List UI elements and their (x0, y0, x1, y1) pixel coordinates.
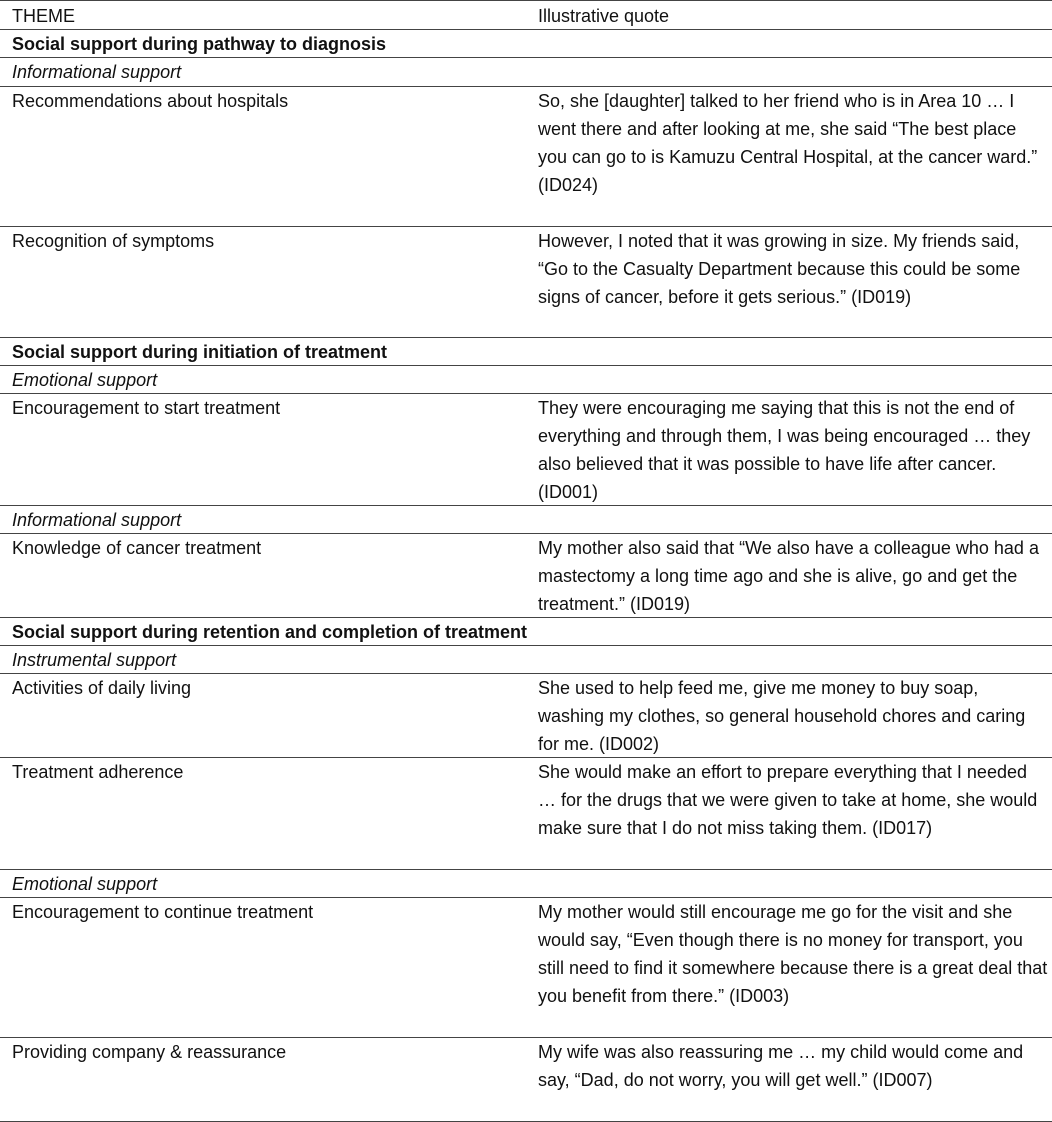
theme-cell: Treatment adherence (12, 762, 184, 782)
section-title: Social support during retention and completion of treatment (12, 622, 528, 642)
quote-cell: So, she [daughter] talked to her friend who is in Area 10 … I went there and after looking at me, she said “The best place you can go to is Kamuzu Central Hospital, at the cancer ward.” (ID024) (538, 91, 1038, 195)
quote-cell: My mother also said that “We also have a colleague who had a mastectomy a long time ago and she is alive, go and get the treatment.” (ID019) (538, 538, 1039, 614)
table-row (0, 86, 1052, 226)
theme-cell: Recognition of symptoms (12, 231, 215, 251)
section-heading (0, 30, 1052, 58)
subgroup-label: Informational support (12, 62, 182, 82)
subgroup-label: Emotional support (12, 874, 158, 894)
quote-cell: They were encouraging me saying that this is not the end of everything and through them, I was being encouraged … they also believed that it was possible to have life after cancer. (ID001) (538, 398, 1031, 502)
theme-cell: Activities of daily living (12, 678, 192, 698)
theme-cell: Recommendations about hospitals (12, 91, 289, 111)
theme-cell: Encouragement to continue treatment (12, 902, 314, 922)
table-header (0, 0, 1052, 30)
section-title: Social support during pathway to diagnosis (12, 34, 387, 54)
table-row (0, 394, 1052, 506)
subgroup-heading (0, 58, 1052, 86)
quote-cell: My mother would still encourage me go for the visit and she would say, “Even though there is no money for transport, you still need to find it somewhere because there is a great deal that you benefit from there.” (ID003) (538, 902, 1048, 1006)
subgroup-heading (0, 506, 1052, 534)
section-title: Social support during initiation of treatment (12, 342, 388, 362)
section-heading (0, 338, 1052, 366)
subgroup-heading (0, 366, 1052, 394)
subgroup-heading (0, 870, 1052, 898)
quote-cell: However, I noted that it was growing in size. My friends said, “Go to the Casualty Department because this could be some signs of cancer, before it gets serious.” (ID019) (538, 231, 1021, 307)
header-theme: THEME (12, 6, 75, 26)
theme-cell: Knowledge of cancer treatment (12, 538, 262, 558)
subgroup-label: Instrumental support (12, 650, 177, 670)
table-row (0, 1038, 1052, 1122)
header-quote: Illustrative quote (538, 6, 670, 26)
table-row (0, 534, 1052, 618)
subgroup-label: Emotional support (12, 370, 158, 390)
table-row (0, 674, 1052, 758)
quote-cell: She would make an effort to prepare everything that I needed … for the drugs that we were given to take at home, she would make sure that I do not miss taking them. (ID017) (538, 762, 1038, 838)
quote-cell: She used to help feed me, give me money to buy soap, washing my clothes, so general household chores and caring for me. (ID002) (538, 678, 1026, 754)
subgroup-heading (0, 646, 1052, 674)
subgroup-label: Informational support (12, 510, 182, 530)
table-row (0, 226, 1052, 338)
table-row (0, 898, 1052, 1038)
table-row (0, 758, 1052, 870)
quote-cell: My wife was also reassuring me … my child would come and say, “Dad, do not worry, you will get well.” (ID007) (538, 1042, 1024, 1090)
theme-cell: Encouragement to start treatment (12, 398, 281, 418)
section-heading (0, 618, 1052, 646)
theme-cell: Providing company & reassurance (12, 1042, 287, 1062)
